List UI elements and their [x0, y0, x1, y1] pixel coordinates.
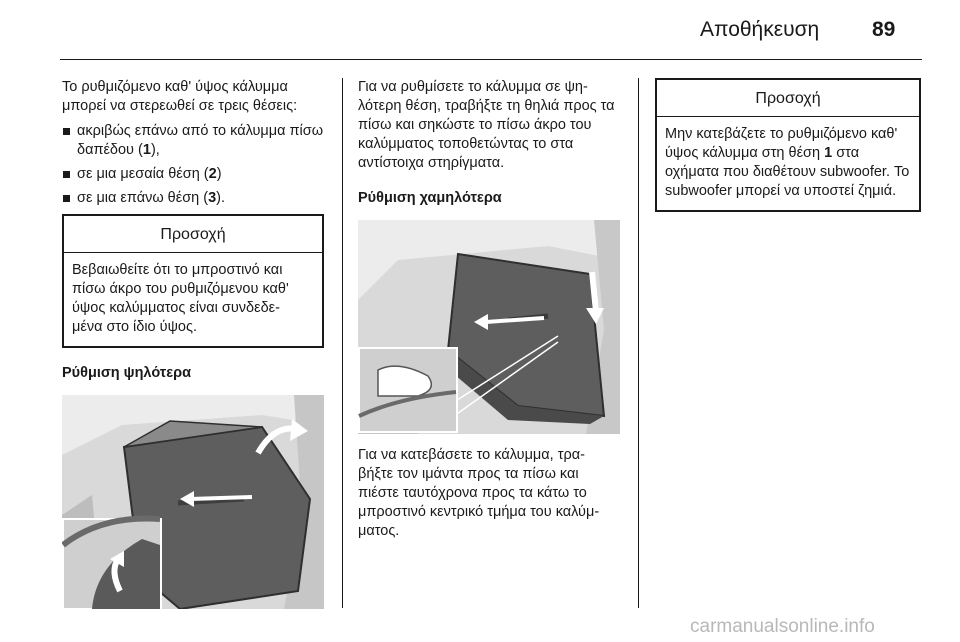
column-3 [655, 78, 921, 212]
header-rule [60, 59, 922, 60]
cover-lower-illustration [358, 220, 620, 434]
subheading-higher: Ρύθμιση ψηλότερα [62, 365, 192, 381]
figure-lower-cover [358, 220, 620, 434]
figure-raise-cover [62, 395, 324, 609]
list-item: σε μια μεσαία θέση (2) [62, 165, 324, 184]
intro-paragraph: Το ρυθμιζόμενο καθ' ύψος κάλυμμα μπορεί να στερεωθεί σε τρεις θέσεις: [62, 79, 298, 114]
subheading-lower: Ρύθμιση χαμηλότερα [358, 190, 502, 206]
caution-title: Προσοχή [64, 216, 322, 253]
caution-text: Βεβαιωθείτε ότι το μπροστινό και πίσω άκρο του ρυθμιζόμενου καθ' ύψος καλύμματος είναι συνδεδε- μένα στο ίδιο ύψος. [72, 262, 289, 335]
section-title: Αποθήκευση [700, 18, 820, 41]
paragraph-lower: Για να κατεβάσετε το κάλυμμα, τρα- βήξτε τον ιμάντα προς τα πίσω και πιέστε ταυτόχρονα προς τα κάτω το μπροστινό κεντρικό τμήμα του καλύμ- ματος. [358, 447, 600, 539]
watermark: carmanualsonline.info [690, 616, 875, 637]
caution-box-subwoofer [655, 78, 921, 212]
column-divider [638, 78, 639, 608]
caution-title: Προσοχή [657, 80, 919, 117]
list-item: ακριβώς επάνω από το κάλυμμα πίσω δαπέδου (1), [62, 122, 324, 160]
paragraph-raise: Για να ρυθμίσετε το κάλυμμα σε ψη- λότερη θέση, τραβήξτε τη θηλιά προς τα πίσω και σηκώστε το πίσω άκρο του καλύμματος τοποθετώντας το στα αντίστοιχα στηρίγματα. [358, 79, 615, 171]
column-1 [62, 78, 324, 609]
page-number: 89 [872, 18, 896, 41]
caution-box [62, 214, 324, 348]
column-divider [342, 78, 343, 608]
column-2 [358, 78, 620, 541]
cover-raise-illustration [62, 395, 324, 609]
caution-text: Μην κατεβάζετε το ρυθμιζόμενο καθ' ύψος κάλυμμα στη θέση 1 στα οχήματα που διαθέτουν subwoofer. Το subwoofer μπορεί να υποστεί ζημιά. [665, 126, 910, 199]
list-item: σε μια επάνω θέση (3). [62, 189, 324, 208]
positions-list [62, 122, 324, 208]
